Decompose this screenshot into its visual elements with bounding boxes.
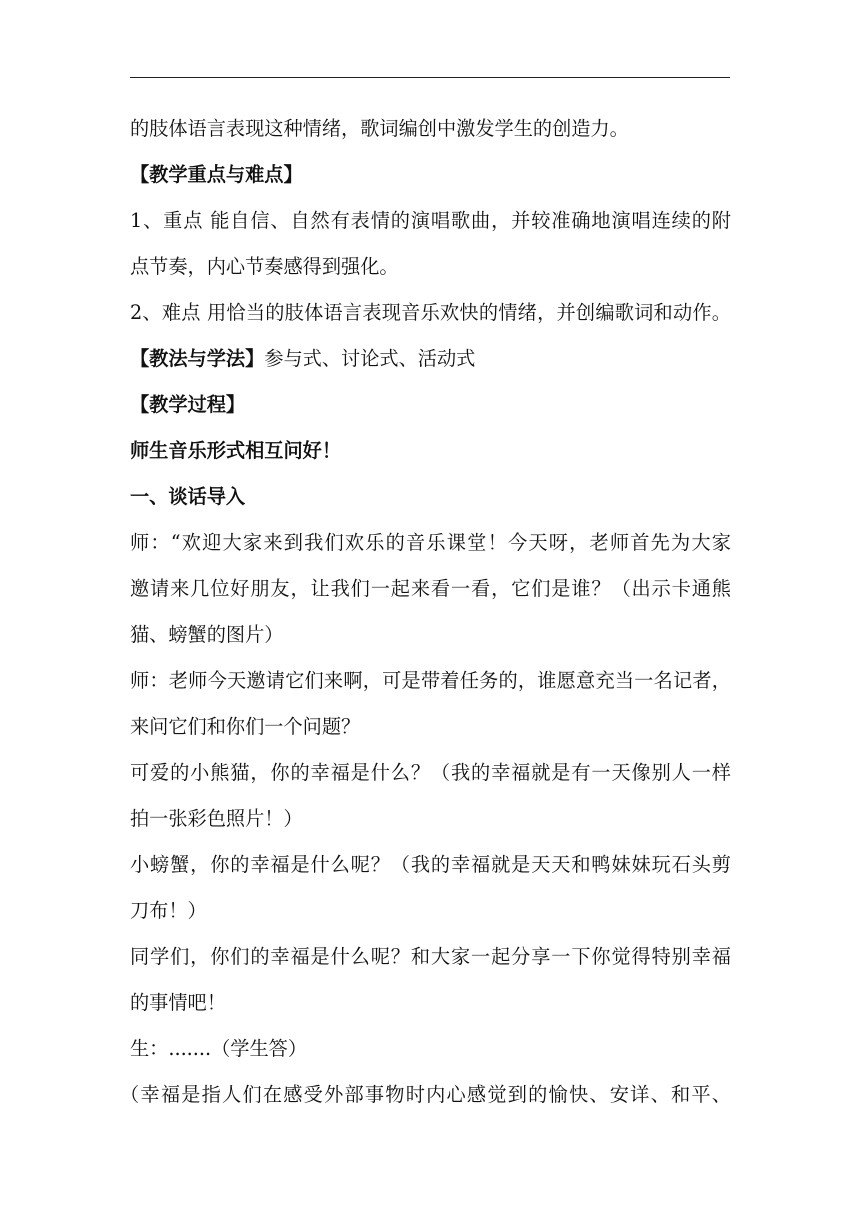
body-line: 刀布！）: [130, 899, 207, 922]
body-line: 猫、螃蟹的图片）: [130, 623, 284, 646]
methods-text: 参与式、讨论式、活动式: [264, 347, 476, 370]
header-rule: [130, 77, 730, 78]
body-line: 2、难点 用恰当的肢体语言表现音乐欢快的情绪，并创编歌词和动作。: [130, 301, 731, 324]
body-line: （幸福是指人们在感受外部事物时内心感觉到的愉快、安详、和平、: [120, 1083, 731, 1106]
body-line: 的事情吧！: [130, 991, 226, 1014]
body-line: 师：老师今天邀请它们来啊，可是带着任务的，谁愿意充当一名记者，: [130, 669, 731, 692]
body-line: 来问它们和你们一个问题？: [130, 715, 361, 738]
document-body: [120, 106, 731, 1118]
body-line: 同学们，你们的幸福是什么呢？和大家一起分享一下你觉得特别幸福: [130, 945, 731, 968]
body-line: 生：.......（学生答）: [130, 1037, 308, 1060]
greeting-heading: 师生音乐形式相互问好！: [130, 439, 342, 462]
section-heading-methods: 【教法与学法】: [130, 347, 265, 370]
body-line: 可爱的小熊猫，你的幸福是什么？（我的幸福就是有一天像别人一样: [130, 761, 731, 784]
body-line: 邀请来几位好朋友，让我们一起来看一看，它们是谁？（出示卡通熊: [130, 577, 731, 600]
section-heading-intro: 一、谈话导入: [130, 485, 246, 508]
body-line: 1、重点 能自信、自然有表情的演唱歌曲，并较准确地演唱连续的附: [130, 209, 731, 232]
body-line: 点节奏，内心节奏感得到强化。: [130, 255, 399, 278]
section-heading-process: 【教学过程】: [130, 393, 246, 416]
section-heading-key-points: 【教学重点与难点】: [130, 163, 303, 186]
body-line: 拍一张彩色照片！）: [130, 807, 303, 830]
methods-line: [130, 336, 731, 382]
body-line: 师：“欢迎大家来到我们欢乐的音乐课堂！今天呀，老师首先为大家: [130, 531, 731, 554]
body-line: 小螃蟹，你的幸福是什么呢？（我的幸福就是天天和鸭妹妹玩石头剪: [130, 853, 731, 876]
body-line: 的肢体语言表现这种情绪，歌词编创中激发学生的创造力。: [130, 117, 629, 140]
